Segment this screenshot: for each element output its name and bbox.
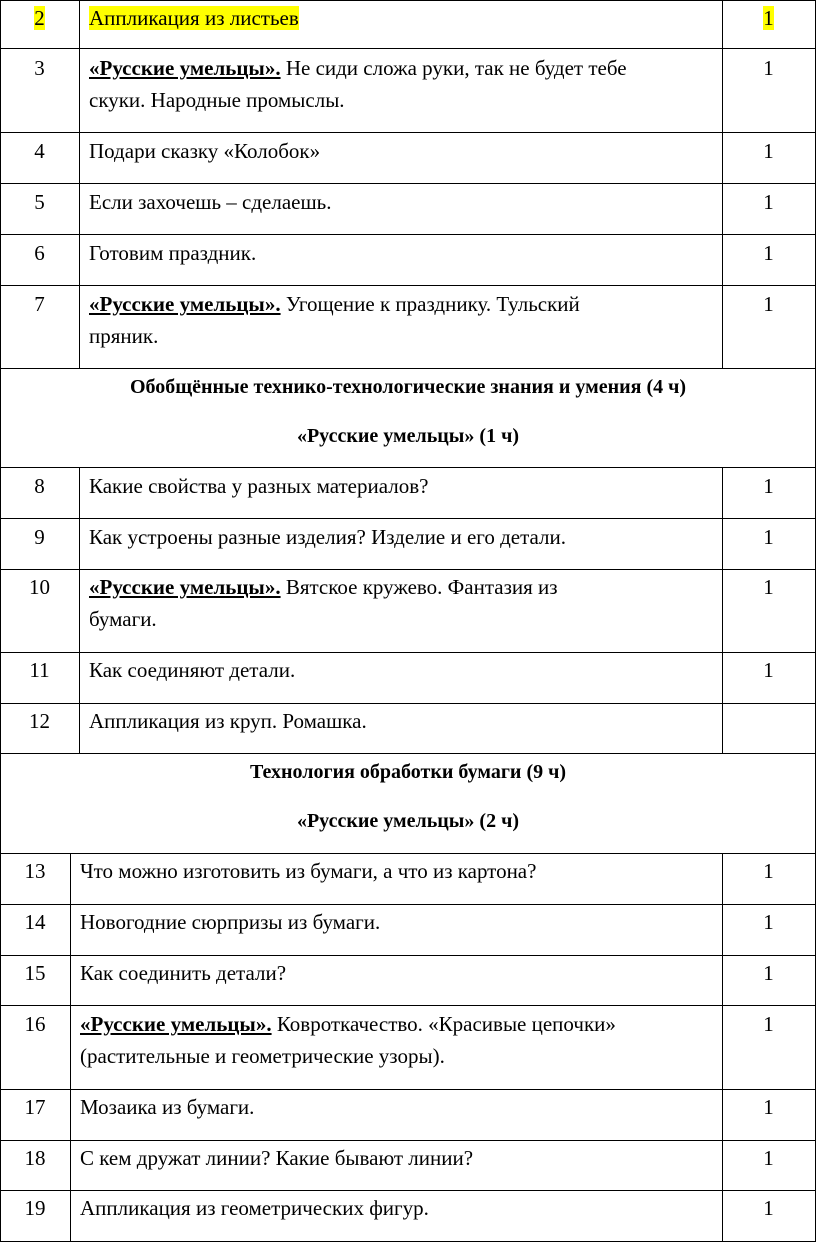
hours-cell: 1 xyxy=(763,139,774,163)
lesson-title: «Русские умельцы». Ковроткачество. «Красивые цепочки» xyxy=(80,1012,616,1036)
lesson-title: Аппликация из листьев xyxy=(89,6,299,30)
row-number: 2 xyxy=(34,6,45,30)
lesson-title-line2: пряник. xyxy=(89,324,159,348)
lesson-title-line2: скуки. Народные промыслы. xyxy=(89,88,345,112)
row-border xyxy=(0,234,816,235)
section-subtitle: «Русские умельцы» (1 ч) xyxy=(296,425,520,447)
row-border xyxy=(0,518,816,519)
lesson-title: Если захочешь – сделаешь. xyxy=(89,190,332,214)
lesson-title: Аппликация из геометрических фигур. xyxy=(80,1196,429,1220)
lesson-title: «Русские умельцы». Вятское кружево. Фантазия из xyxy=(89,575,558,599)
lesson-title: Как соединить детали? xyxy=(80,961,287,985)
row-border xyxy=(0,753,816,754)
hours-cell: 1 xyxy=(763,190,774,214)
row-number: 3 xyxy=(34,56,45,80)
lesson-title: Готовим праздник. xyxy=(89,241,257,265)
col-border xyxy=(70,853,71,1241)
russian-craftsmen-label: «Русские умельцы». xyxy=(89,292,281,316)
col-border xyxy=(79,467,80,753)
section-title: Технология обработки бумаги (9 ч) xyxy=(249,761,567,783)
row-border xyxy=(0,652,816,653)
row-border xyxy=(0,48,816,49)
row-number: 14 xyxy=(24,910,46,934)
russian-craftsmen-label: «Русские умельцы». xyxy=(80,1012,272,1036)
lesson-title: Аппликация из круп. Ромашка. xyxy=(89,709,367,733)
row-number: 17 xyxy=(24,1095,46,1119)
row-border xyxy=(0,1089,816,1090)
row-number: 4 xyxy=(34,139,45,163)
row-number: 13 xyxy=(24,859,46,883)
row-border xyxy=(0,1190,816,1191)
row-border xyxy=(0,467,816,468)
row-number: 6 xyxy=(34,241,45,265)
row-number: 9 xyxy=(34,525,45,549)
hours-cell: 1 xyxy=(763,525,774,549)
row-number: 19 xyxy=(24,1196,46,1220)
hours-cell: 1 xyxy=(763,1146,774,1170)
lesson-title: Какие свойства у разных материалов? xyxy=(89,474,429,498)
section-subtitle: «Русские умельцы» (2 ч) xyxy=(296,810,520,832)
hours-cell: 1 xyxy=(763,658,774,682)
col-border xyxy=(79,0,80,368)
row-number: 12 xyxy=(29,709,50,733)
row-border xyxy=(0,183,816,184)
row-border xyxy=(0,1140,816,1141)
lesson-title: Как устроены разные изделия? Изделие и его детали. xyxy=(89,525,567,549)
row-border xyxy=(0,368,816,369)
row-number: 8 xyxy=(34,474,45,498)
hours-cell: 1 xyxy=(763,961,774,985)
row-border xyxy=(0,853,816,854)
row-border xyxy=(0,0,816,1)
hours-cell: 1 xyxy=(763,910,774,934)
lesson-title: Мозаика из бумаги. xyxy=(80,1095,255,1119)
lesson-title: «Русские умельцы». Угощение к празднику. Тульский xyxy=(89,292,580,316)
section-title: Обобщённые технико-технологические знания и умения (4 ч) xyxy=(129,376,687,398)
row-border xyxy=(0,904,816,905)
hours-cell: 1 xyxy=(763,56,774,80)
lesson-title-line2: бумаги. xyxy=(89,607,157,631)
hours-cell: 1 xyxy=(763,1095,774,1119)
row-border xyxy=(0,1241,816,1242)
row-border xyxy=(0,955,816,956)
row-number: 18 xyxy=(24,1146,46,1170)
lesson-title: «Русские умельцы». Не сиди сложа руки, так не будет тебе xyxy=(89,56,627,80)
lesson-title: С кем дружат линии? Какие бывают линии? xyxy=(80,1146,474,1170)
row-number: 15 xyxy=(24,961,46,985)
row-number: 10 xyxy=(29,575,50,599)
hours-cell: 1 xyxy=(763,474,774,498)
hours-cell: 1 xyxy=(763,575,774,599)
lesson-title-line2: (растительные и геометрические узоры). xyxy=(80,1044,445,1068)
hours-cell: 1 xyxy=(763,6,774,30)
russian-craftsmen-label: «Русские умельцы». xyxy=(89,575,281,599)
lesson-title: Что можно изготовить из бумаги, а что из картона? xyxy=(80,859,537,883)
row-border xyxy=(0,1005,816,1006)
row-number: 11 xyxy=(29,658,50,682)
row-number: 5 xyxy=(34,190,45,214)
hours-cell: 1 xyxy=(763,292,774,316)
row-number: 7 xyxy=(34,292,45,316)
lesson-title: Подари сказку «Колобок» xyxy=(89,139,321,163)
row-border xyxy=(0,703,816,704)
lesson-title: Как соединяют детали. xyxy=(89,658,296,682)
lesson-title: Новогодние сюрпризы из бумаги. xyxy=(80,910,381,934)
row-border xyxy=(0,569,816,570)
col-border xyxy=(722,467,723,753)
row-number: 16 xyxy=(24,1012,46,1036)
hours-cell: 1 xyxy=(763,1012,774,1036)
hours-cell: 1 xyxy=(763,241,774,265)
row-border xyxy=(0,132,816,133)
row-border xyxy=(0,285,816,286)
hours-cell: 1 xyxy=(763,1196,774,1220)
hours-cell: 1 xyxy=(763,859,774,883)
russian-craftsmen-label: «Русские умельцы». xyxy=(89,56,281,80)
